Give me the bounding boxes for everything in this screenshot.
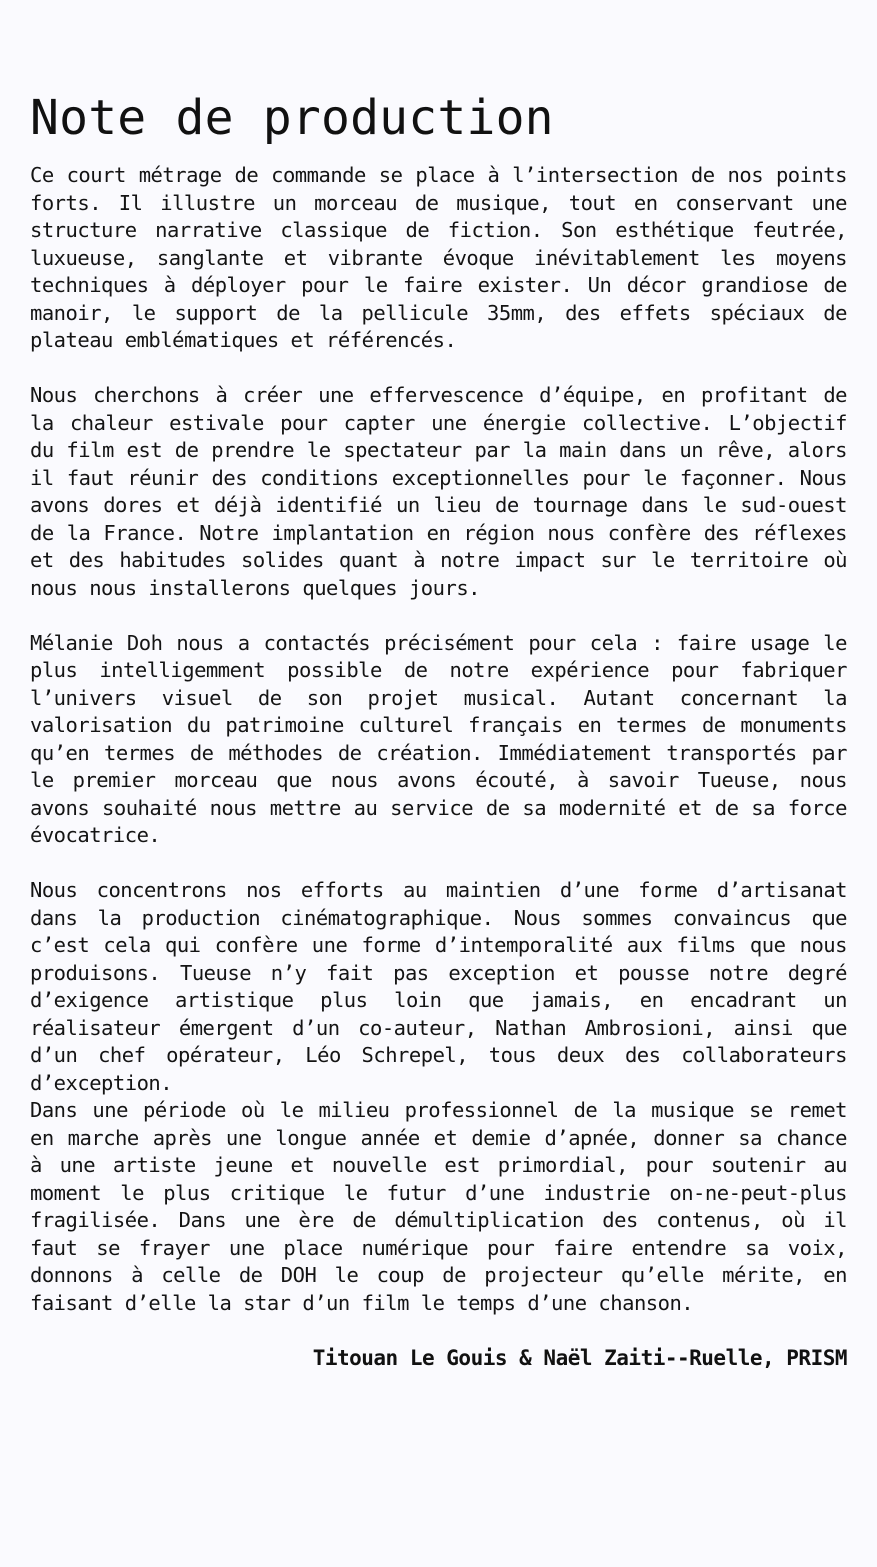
paragraph-1: Ce court métrage de commande se place à l’intersection de nos points forts. Il illustre un morceau de musique, tout en conservant une structure narrative classique de fiction. Son esthétique feutrée, luxueuse, sanglante et vibrante évoque inévitablement les moyens techniques à déployer pour le faire exister. Un décor grandiose de manoir, le support de la pellicule 35mm, des effets spéciaux de plateau emblématiques et référencés. bbox=[30, 163, 847, 352]
paragraph-2: Nous cherchons à créer une effervescence d’équipe, en profitant de la chaleur estivale pour capter une énergie collective. L’objectif du film est de prendre le spectateur par la main dans un rêve, alors il faut réunir des conditions exceptionnelles pour le façonner. Nous avons dores et déjà identifié un lieu de tournage dans le sud-ouest de la France. Notre implantation en région nous confère des réflexes et des habitudes solides quant à notre impact sur le territoire où nous nous installerons quelques jours. bbox=[30, 383, 847, 600]
paragraph-4: Nous concentrons nos efforts au maintien d’une forme d’artisanat dans la production cinématographique. Nous sommes convaincus que c’est cela qui confère une forme d’intemporalité aux films que nous produisons. Tueuse n’y fait pas exception et pousse notre degré d’exigence artistique plus loin que jamais, en encadrant un réalisateur émergent d’un co-auteur, Nathan Ambrosioni, ainsi que d’un chef opérateur, Léo Schrepel, tous deux des collaborateurs d’exception. bbox=[30, 878, 847, 1095]
page-title: Note de production bbox=[30, 90, 554, 146]
paragraph-5: Dans une période où le milieu professionnel de la musique se remet en marche après une longue année et demie d’apnée, donner sa chance à une artiste jeune et nouvelle est primordial, pour soutenir au moment le plus critique le futur d’une industrie on-ne-peut-plus fragilisée. Dans une ère de démultiplication des contenus, où il faut se frayer une place numérique pour faire entendre sa voix, donnons à celle de DOH le coup de projecteur qu’elle mérite, en faisant d’elle la star d’un film le temps d’une chanson. bbox=[30, 1098, 847, 1315]
paragraph-spacer bbox=[30, 850, 847, 878]
signature: Titouan Le Gouis & Naël Zaiti--Ruelle, PRISM bbox=[312, 1346, 847, 1370]
paragraph-3: Mélanie Doh nous a contactés précisément pour cela : faire usage le plus intelligemment possible de notre expérience pour fabriquer l’univers visuel de son projet musical. Autant concernant la valorisation du patrimoine culturel français en termes de monuments qu’en termes de méthodes de création. Immédiatement transportés par le premier morceau que nous avons écouté, à savoir Tueuse, nous avons souhaité nous mettre au service de sa modernité et de sa force évocatrice. bbox=[30, 630, 847, 847]
paragraph-spacer bbox=[30, 355, 847, 383]
document-body bbox=[30, 162, 847, 1317]
paragraph-spacer bbox=[30, 602, 847, 630]
